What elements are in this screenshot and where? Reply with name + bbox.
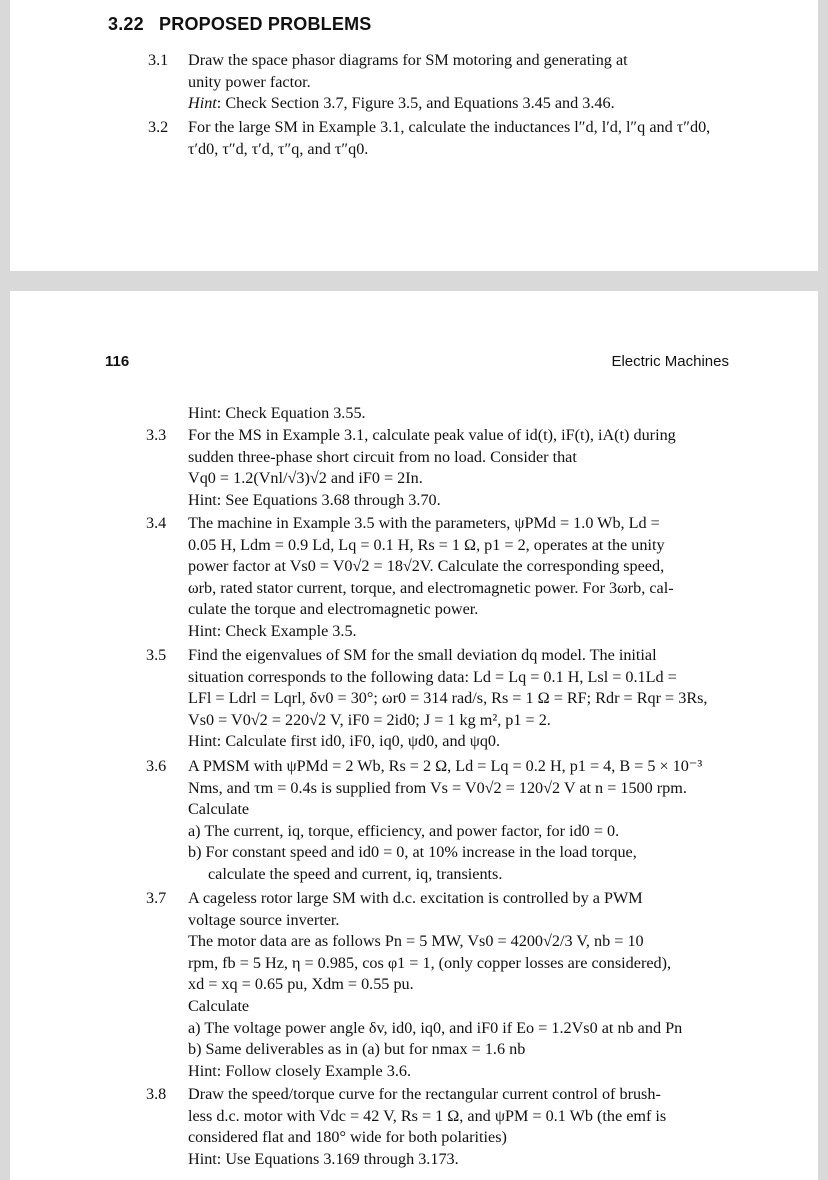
hint-line: Hint: See Equations 3.68 through 3.70. (188, 490, 441, 509)
problem-line: For the large SM in Example 3.1, calculate the inductances l″d, l′d, l″q and τ″d0, (188, 118, 711, 136)
problem-3-2 (148, 117, 728, 160)
problem-line: Vq0 = 1.2(Vnl/√3)√2 and iF0 = 2In. (188, 469, 423, 488)
problem-line: b) For constant speed and id0 = 0, at 10% increase in the load torque, (188, 843, 637, 862)
problem-number: 3.8 (146, 1085, 167, 1103)
problem-line: A PMSM with ψPMd = 2 Wb, Rs = 2 Ω, Ld = Lq = 0.2 H, p1 = 4, B = 5 × 10⁻³ (188, 757, 703, 775)
problem-line: Vs0 = V0√2 = 220√2 V, iF0 = 2id0; J = 1 kg m², p1 = 2. (188, 710, 551, 729)
problem-line: A cageless rotor large SM with d.c. excitation is controlled by a PWM (188, 889, 643, 907)
problem-3-3 (146, 425, 730, 511)
bottom-page (10, 291, 818, 1180)
problem-line: xd = xq = 0.65 pu, Xdm = 0.55 pu. (188, 975, 414, 994)
problem-line: For the MS in Example 3.1, calculate peak value of id(t), iF(t), iA(t) during (188, 426, 676, 444)
carryover-hint: Hint: Check Equation 3.55. (188, 404, 366, 422)
problem-line: τ′d0, τ″d, τ′d, τ″q, and τ″q0. (188, 139, 369, 158)
hint-label: Hint (188, 94, 217, 113)
problem-line: ωrb, rated stator current, torque, and electromagnetic power. For 3ωrb, cal- (188, 578, 674, 597)
problem-line: The motor data are as follows Pn = 5 MW, Vs0 = 4200√2/3 V, nb = 10 (188, 932, 644, 951)
problem-line: The machine in Example 3.5 with the parameters, ψPMd = 1.0 Wb, Ld = (188, 514, 660, 532)
problem-3-5 (146, 645, 730, 753)
problem-number: 3.6 (146, 757, 167, 775)
section-title: PROPOSED PROBLEMS (159, 14, 372, 34)
problem-line: 0.05 H, Ldm = 0.9 Ld, Lq = 0.1 H, Rs = 1 Ω, p1 = 2, operates at the unity (188, 535, 665, 554)
hint-text: : Check Section 3.7, Figure 3.5, and Equations 3.45 and 3.46. (216, 94, 615, 113)
problem-line: Draw the space phasor diagrams for SM motoring and generating at (188, 51, 628, 69)
hint-line: Hint: Use Equations 3.169 through 3.173. (188, 1149, 459, 1168)
problem-line: Find the eigenvalues of SM for the small deviation dq model. The initial (188, 646, 657, 664)
problem-3-8 (146, 1084, 730, 1170)
problem-line: culate the torque and electromagnetic power. (188, 600, 479, 619)
problem-line: calculate the speed and current, iq, transients. (208, 864, 503, 883)
section-heading (108, 14, 371, 35)
hint-line: Hint: Check Example 3.5. (188, 621, 357, 640)
problem-number: 3.7 (146, 889, 167, 907)
problem-3-4 (146, 513, 730, 643)
problem-line: LFl = Ldrl = Lqrl, δv0 = 30°; ωr0 = 314 rad/s, Rs = 1 Ω = RF; Rdr = Rqr = 3Rs, (188, 689, 708, 708)
problem-number: 3.1 (148, 51, 169, 69)
problem-line: Draw the speed/torque curve for the rectangular current control of brush- (188, 1085, 661, 1103)
problem-line: a) The current, iq, torque, efficiency, and power factor, for id0 = 0. (188, 821, 620, 840)
problem-line: Calculate (188, 800, 250, 819)
problem-3-1 (148, 50, 728, 115)
top-page (10, 0, 818, 271)
section-number: 3.22 (108, 14, 144, 34)
problem-line: b) Same deliverables as in (a) but for nmax = 1.6 nb (188, 1040, 526, 1059)
problem-number: 3.2 (148, 118, 169, 136)
hint-line: Hint: Follow closely Example 3.6. (188, 1061, 412, 1080)
page-number: 116 (105, 353, 130, 370)
problem-line: rpm, fb = 5 Hz, η = 0.985, cos φ1 = 1, (only copper losses are considered), (188, 953, 672, 972)
problem-line: considered flat and 180° wide for both polarities) (188, 1128, 507, 1147)
running-head (105, 353, 729, 370)
hint-line (188, 93, 728, 115)
problem-number: 3.3 (146, 426, 167, 444)
problem-number: 3.5 (146, 646, 167, 664)
problem-line: voltage source inverter. (188, 910, 340, 929)
problem-line: power factor at Vs0 = V0√2 = 18√2V. Calculate the corresponding speed, (188, 557, 665, 576)
book-title: Electric Machines (611, 353, 729, 370)
problem-line: Nms, and τm = 0.4s is supplied from Vs = V0√2 = 120√2 V at n = 1500 rpm. (188, 778, 687, 797)
problem-line: a) The voltage power angle δv, id0, iq0, and iF0 if Eo = 1.2Vs0 at nb and Pn (188, 1018, 683, 1037)
problem-line: sudden three-phase short circuit from no load. Consider that (188, 447, 577, 466)
problem-3-7 (146, 888, 730, 1082)
problem-number: 3.4 (146, 514, 167, 532)
problem-3-6 (146, 756, 730, 886)
problem-line: Calculate (188, 996, 250, 1015)
problem-line: less d.c. motor with Vdc = 42 V, Rs = 1 Ω, and ψPM = 0.1 Wb (the emf is (188, 1106, 667, 1125)
problem-line: situation corresponds to the following data: Ld = Lq = 0.1 H, Lsl = 0.1Ld = (188, 667, 677, 686)
problem-line: unity power factor. (188, 72, 311, 91)
hint-line: Hint: Calculate first id0, iF0, iq0, ψd0, and ψq0. (188, 732, 501, 751)
